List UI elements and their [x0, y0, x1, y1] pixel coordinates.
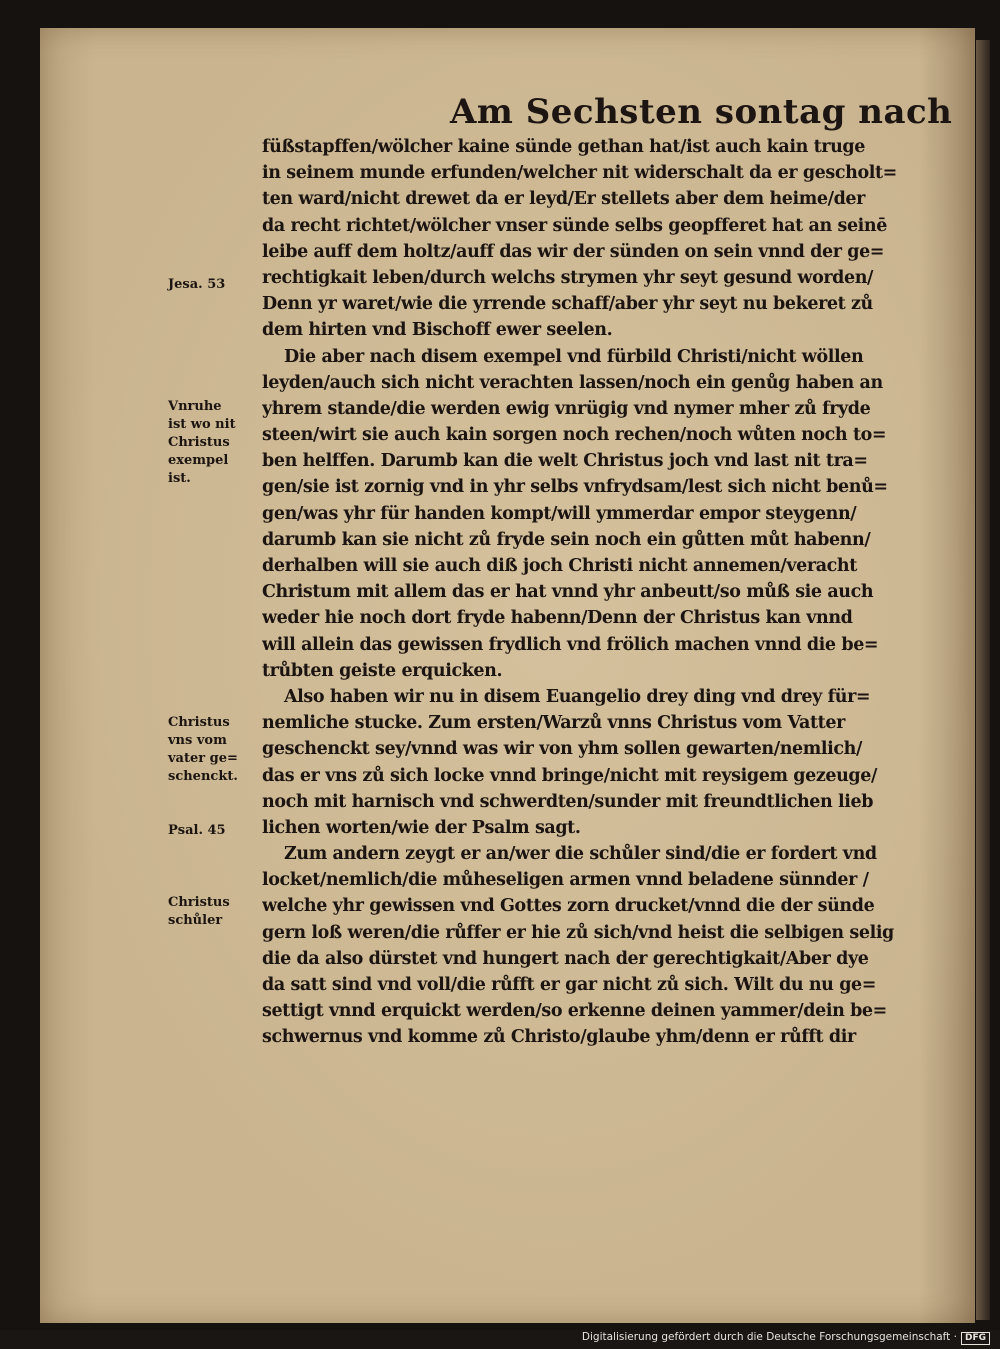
text-line: welche yhr gewissen vnd Gottes zorn drucket/vnnd die der sünde — [262, 896, 875, 917]
text-line: da recht richtet/wölcher vnser sünde selbs geopfferet hat an seinē — [262, 215, 887, 236]
text-line: Denn yr waret/wie die yrrende schaff/aber yhr seyt nu bekeret zů — [262, 294, 873, 315]
text-line: leyden/auch sich nicht verachten lassen/noch ein genůg haben an — [262, 372, 883, 393]
text-line: rechtigkait leben/durch welchs strymen yhr seyt gesund worden/ — [262, 267, 874, 288]
text-line: yhrem stande/die werden ewig vnrügig vnd nymer mher zů fryde — [262, 398, 871, 419]
marginal-note-schueler: Christus schůler — [168, 895, 230, 928]
text-line: da satt sind vnd voll/die růfft er gar nicht zů sich. Wilt du nu ge= — [262, 975, 877, 995]
text-line: steen/wirt sie auch kain sorgen noch rechen/noch wůten noch to= — [262, 425, 887, 446]
dfg-logo-icon: DFG — [961, 1332, 990, 1345]
text-line: weder hie noch dort fryde habenn/Denn der Christus kan vnnd — [262, 608, 853, 629]
marginal-note-vnruhe: Vnruhe ist wo nit Christus exempel ist. — [168, 399, 236, 486]
credit-text: Digitalisierung gefördert durch die Deutsche Forschungsgemeinschaft · — [581, 1331, 957, 1343]
text-line: ben helffen. Darumb kan die welt Christus joch vnd last nit tra= — [262, 451, 868, 472]
text-line: gern loß weren/die růffer er hie zů sich/vnd heist die selbigen selig — [262, 922, 894, 943]
text-line: settigt vnnd erquickt werden/so erkenne deinen yammer/dein be= — [262, 1001, 887, 1022]
text-line: derhalben will sie auch diß joch Christi nicht annemen/veracht — [262, 556, 857, 576]
page-edge — [976, 40, 990, 1320]
text-line: dem hirten vnd Bischoff ewer seelen. — [262, 320, 613, 341]
text-line: Also haben wir nu in disem Euangelio drey ding vnd drey für= — [284, 686, 871, 707]
text-line: will allein das gewissen frydlich vnd frölich machen vnnd die be= — [262, 634, 879, 655]
text-line: das er vns zů sich locke vnnd bringe/nicht mit reysigem gezeuge/ — [262, 765, 877, 786]
text-line: trůbten geiste erquicken. — [262, 660, 503, 681]
text-line: lichen worten/wie der Psalm sagt. — [262, 817, 581, 838]
text-line: ten ward/nicht drewet da er leyd/Er stellets aber dem heime/der — [262, 189, 865, 210]
text-line: geschenckt sey/vnnd was wir von yhm sollen gewarten/nemlich/ — [262, 739, 862, 760]
marginal-note-psalm: Psal. 45 — [168, 823, 226, 838]
marginal-note-jesaia: Jesa. 53 — [168, 277, 226, 292]
text-line: gen/sie ist zornig vnd in yhr selbs vnfrydsam/lest sich nicht benů= — [262, 477, 888, 498]
text-line: Die aber nach disem exempel vnd fürbild Christi/nicht wöllen — [284, 346, 864, 367]
text-line: leibe auff dem holtz/auff das wir der sünden on sein vnnd der ge= — [262, 241, 885, 262]
text-line: füßstapffen/wölcher kaine sünde gethan hat/ist auch kain truge — [262, 137, 866, 157]
text-line: darumb kan sie nicht zů fryde sein noch ein gůtten můt habenn/ — [262, 529, 871, 550]
text-line: nemliche stucke. Zum ersten/Warzů vnns Christus vom Vatter — [262, 713, 845, 734]
body-text — [262, 134, 942, 1051]
text-line: noch mit harnisch vnd schwerdten/sunder mit freundtlichen lieb — [262, 791, 874, 812]
text-line: Zum andern zeygt er an/wer die schůler sind/die er fordert vnd — [284, 844, 877, 865]
running-head: Am Sechsten sontag nach — [450, 92, 953, 132]
text-line: locket/nemlich/die můheseligen armen vnnd beladene sünnder / — [262, 870, 869, 891]
digitization-credit — [582, 1331, 990, 1345]
text-line: schwernus vnd komme zů Christo/glaube yhm/denn er růfft dir — [262, 1027, 856, 1048]
text-line: die da also dürstet vnd hungert nach der gerechtigkait/Aber dye — [262, 948, 869, 969]
marginal-note-geschenckt: Christus vns vom vater ge= schenckt. — [168, 715, 238, 784]
text-line: Christum mit allem das er hat vnnd yhr anbeutt/so můß sie auch — [262, 582, 874, 603]
text-line: gen/was yhr für handen kompt/will ymmerdar empor steygenn/ — [262, 503, 857, 524]
text-line: in seinem munde erfunden/welcher nit widerschalt da er gescholt= — [262, 163, 897, 184]
